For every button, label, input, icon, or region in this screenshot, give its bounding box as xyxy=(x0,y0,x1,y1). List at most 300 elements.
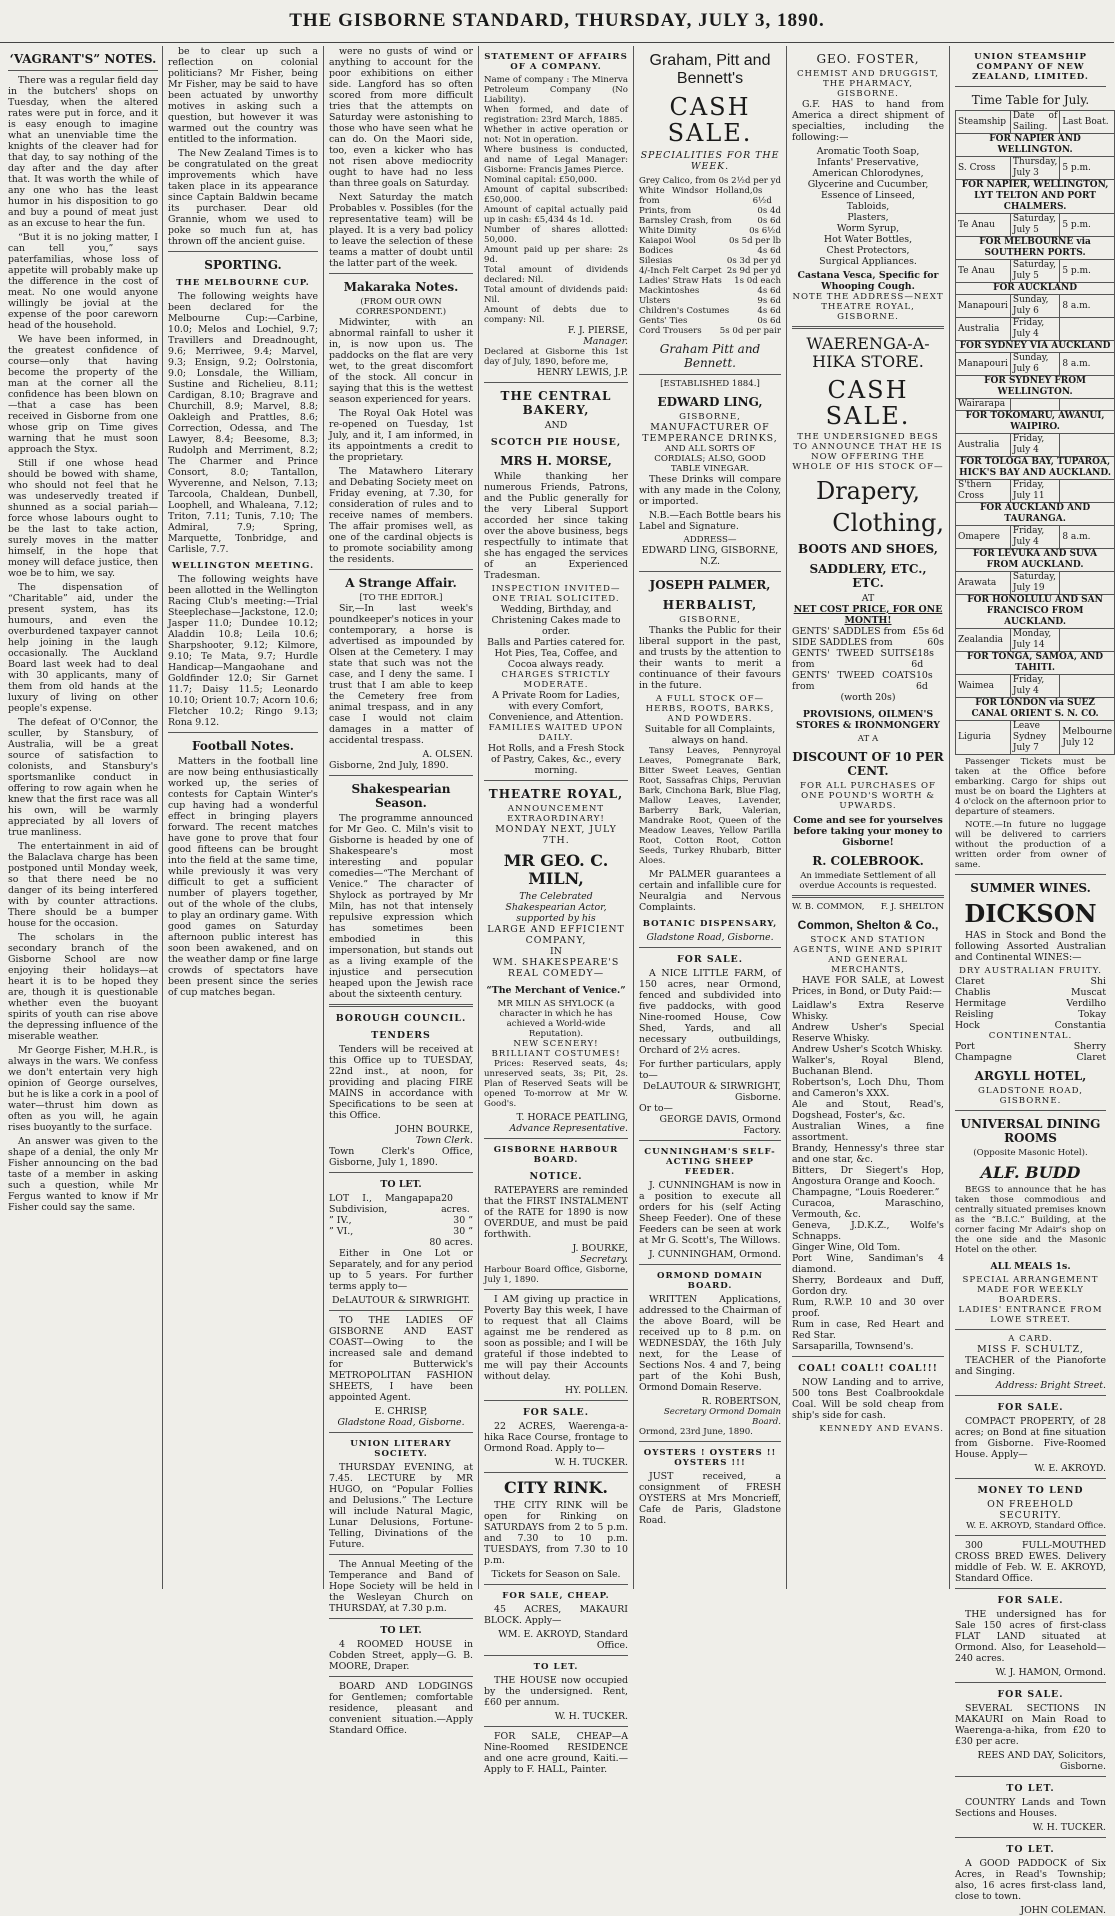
wine-row-label: Hermitage xyxy=(955,998,1006,1009)
timetable-cell: 8 a.m. xyxy=(1060,526,1115,549)
theatre-desc: The Celebrated Shakespearian Actor, supported by his xyxy=(505,891,607,924)
timetable-cell xyxy=(1060,480,1115,503)
makaraka-paragraph: The Matawhero Literary and Debating Society meet on Friday evening, at 7.30, for consideration of rules and to receive names of members. The affair promises well, as one of the cardinal objects is to promote sociability among the residents. xyxy=(329,466,473,565)
price-line xyxy=(639,226,781,236)
common-item: Ginger Wine, Old Tom. xyxy=(792,1242,901,1253)
union-literary-text: THURSDAY EVENING, at 7.45. LECTURE by MR HUGO, on “Popular Follies and Delusions.” The Lecture will include Natural Magic, Lunar Delusions, Fortune-Telling, Divinations of the Future. xyxy=(329,1462,473,1550)
ladies-addr: Gladstone Road, Gisborne. xyxy=(337,1417,465,1428)
wine-row-value: Muscat xyxy=(1070,987,1106,998)
store-at: AT xyxy=(861,593,875,604)
column-rule xyxy=(478,46,479,1589)
price-line-value: 0s 6d xyxy=(757,216,781,226)
cash-sale-heading: CASH SALE. xyxy=(667,93,753,147)
vagrant-notes-heading: ‘VAGRANT'S” NOTES. xyxy=(9,52,157,66)
price-line-value: 0s 2½d per yd xyxy=(718,176,781,186)
makaraka-paragraph: Midwinter, with an abnormal rainfall to usher it in, is now upon us. The paddocks on the flat are very wet, to the great discomfort of the stock. All concur in saying that this is the wettest season experienced for years. xyxy=(329,317,473,405)
schultz-text: TEACHER of the Pianoforte and Singing. xyxy=(955,1355,1106,1377)
timetable-row xyxy=(956,399,1115,411)
price-line-label: Kaiapoi Wool xyxy=(639,236,696,246)
common-left: W. B. COMMON, xyxy=(792,902,865,912)
harbour-date: Harbour Board Office, Gisborne, July 1, 1890. xyxy=(484,1265,628,1285)
dickson-continental: CONTINENTAL. xyxy=(988,1031,1073,1041)
timetable-cell: Zealandia xyxy=(956,629,1011,652)
price-line xyxy=(639,246,781,256)
bakery-text: While thanking her numerous Friends, Patrons, and the Public generally for the very Liberal Support accorded her since taking over the above business, begs respectfully to intimate that she has engaged the services of an Experienced Tradesman. xyxy=(484,471,628,581)
store-saddlery: SADDLERY, ETC., ETC. xyxy=(809,562,927,590)
statement-line: Total amount of dividends paid: Nil. xyxy=(484,285,628,305)
price-line-label: Ulsters xyxy=(639,296,671,306)
common-item: Laidlaw's Extra Reserve Whisky. xyxy=(792,1000,944,1022)
timetable-heading: Time Table for July. xyxy=(971,93,1090,107)
timetable-cell: Arawata xyxy=(956,572,1011,595)
price-line-label: Mackintoshes xyxy=(639,286,700,296)
palmer-text: Thanks the Public for their liberal support in the past, and trusts by the attention to their wants to merit a continuance of their favours in the future. xyxy=(639,625,781,691)
price-line-label: Gents' Ties xyxy=(639,316,688,326)
price-line-label: White Windsor Holland, from xyxy=(639,186,753,206)
store-price-line xyxy=(792,648,944,670)
foster-item: Hot Water Bottles, xyxy=(823,234,913,245)
timetable-cell: Friday, July 4 xyxy=(1010,318,1059,341)
column-6 xyxy=(788,46,948,1589)
passenger-note: Passenger Tickets must be taken at the Office before embarking. Cargo for ships out must be on board the Lighters at 4 o'clock on the afternoon prior to departure of steamers. xyxy=(955,757,1106,817)
price-line-label: Silesias xyxy=(639,256,673,266)
to-let-line xyxy=(329,1226,473,1237)
timetable-cell: Manapouri xyxy=(956,295,1011,318)
theatre-role: Advance Representative. xyxy=(509,1123,628,1134)
ormond-sign: R. ROBERTSON, xyxy=(701,1396,781,1407)
article-paragraph: “But it is no joking matter, I can tell you,” says paterfamilias, whose loss of appetite will probably make up the difference in the cost of meat. No one would anyone willingly be jovial at the expense of the poor careworn head of the household. xyxy=(8,232,158,331)
to-let-sign: W. H. TUCKER. xyxy=(1032,1822,1106,1833)
board-text: BOARD AND LODGINGS for Gentlemen; comfortable residence, pleasant and convenient situation.—Apply Standard Office. xyxy=(329,1681,473,1736)
timetable-cell xyxy=(1060,572,1115,595)
to-let-heading: TO LET. xyxy=(1006,1783,1055,1794)
common-item: Australian Wines, a fine assortment. xyxy=(792,1121,944,1143)
timetable-cell xyxy=(1060,675,1115,698)
bakery-sub: SCOTCH PIE HOUSE, xyxy=(490,437,622,448)
common-item: Andrew Usher's Scotch Whisky. xyxy=(792,1044,943,1055)
timetable-row xyxy=(956,434,1115,457)
timetable-cell: Te Anau xyxy=(956,214,1011,237)
article-paragraph: Mr George Fisher, M.H.R., is always in the wars. We confess we don't entertain very high opinion of George ourselves, but he is like a cork in a pool of water—thrust him down as often as you will, he again rises buoyantly to the surface. xyxy=(8,1045,158,1133)
foster-item: Infants' Preservative, xyxy=(817,157,919,168)
column-rule xyxy=(323,46,324,1589)
dickson-dry: DRY AUSTRALIAN FRUITY. xyxy=(959,966,1102,976)
timetable-header-cell: Last Boat. xyxy=(1060,111,1115,134)
cheap-sign: WM. E. AKROYD, Standard Office. xyxy=(498,1629,628,1651)
harbour-notice: NOTICE. xyxy=(529,1171,583,1182)
statement-line: Nominal capital: £50,000. xyxy=(484,175,598,185)
theatre-announcement: ANNOUNCEMENT EXTRAORDINARY! xyxy=(507,804,605,824)
card-label: A CARD. xyxy=(1008,1334,1053,1344)
timetable-cell: Omapere xyxy=(956,526,1011,549)
foster-item: Worm Syrup, xyxy=(836,223,900,234)
for-sale-heading: FOR SALE. xyxy=(523,1407,589,1418)
wine-row-label: Chablis xyxy=(955,987,991,998)
article-paragraph: There was a regular field day in the butchers' shops on Tuesday, when the altered rates were put in force, and it is easy enough to imagine what an unenviable time the knights of the cleaver had for that day, to say nothing of the day after and the day after that. It was worth the while of any one who has the least humor in his disposition to go and buy a pound of meat just as an excuse to hear the fun. xyxy=(8,75,158,229)
bakery-private: A Private Room for Ladies, with every Comfort, Convenience, and Attention. xyxy=(488,690,624,723)
foster-item: Glycerine and Cucumber, xyxy=(807,179,929,190)
store-price-line xyxy=(792,626,944,637)
timetable-cell: 5 p.m. xyxy=(1060,157,1115,180)
union-literary-heading: UNION LITERARY SOCIETY. xyxy=(350,1439,452,1459)
price-line-value: 4s 6d xyxy=(757,286,781,296)
statement-line: Where business is conducted, and name of Legal Manager: Gisborne: Francis James Pierce. xyxy=(484,145,628,175)
store-price-line-value: 10s 6d xyxy=(915,670,933,692)
price-line xyxy=(639,296,781,306)
timetable-row xyxy=(956,572,1115,595)
to-let-text: THE HOUSE now occupied by the undersigned. Rent, £60 per annum. xyxy=(484,1675,628,1708)
to-let-2-heading: TO LET. xyxy=(380,1625,422,1636)
to-let-heading: TO LET. xyxy=(380,1179,422,1190)
timetable-cell xyxy=(1060,434,1115,457)
palmer-stock: A FULL STOCK OF—HERBS, ROOTS, BARKS, AND POWDERS. xyxy=(645,694,775,724)
luggage-note: NOTE.—In future no luggage will be delivered to carriers without the production of a written order from owner of same. xyxy=(955,820,1106,870)
article-paragraph: We have been informed, in the greatest confidence of course—only that having become the property of the man at the corner all the confidence has been blown on—that a case has been received in Gisborne from one whose grip on Time gives warning that he must soon approach the Styx. xyxy=(8,334,158,455)
statement-line: Amount of capital actually paid up in cash: £5,434 4s 1d. xyxy=(484,205,628,225)
common-item: Ale and Stout, Read's, Dogshead, Foster's, &c. xyxy=(792,1099,944,1121)
theatre-date: MONDAY NEXT, JULY 7TH. xyxy=(495,824,617,846)
poverty-text: I AM giving up practice in Poverty Bay this week, I have to request that all Claims against me be rendered as soon as possible; and I will be grateful if those indebted to me will pay their Accounts without delay. xyxy=(484,1294,628,1382)
football-notes-text: Matters in the football line are now being enthusiastically worked up, the series of contests for Captain Winter's cup having had a wonderful effect in bringing players forward. The recent matches have gone to prove that four good fifteens can be brought into the field at the same time, while previously it was very difficult to get a sufficient number of players together, out of the whole of the clubs, to play an ordinary game. With good games on Saturday afternoon public interest has soon been awakened, and on the weather damp or fine large crowds of spectators have been present since the series of cup matches began. xyxy=(168,756,318,998)
tenders-sign: JOHN BOURKE, xyxy=(395,1124,473,1135)
store-price-line-value: 60s xyxy=(927,637,944,648)
timetable-route-row xyxy=(956,595,1115,629)
coal-sign: KENNEDY AND EVANS. xyxy=(819,1424,944,1434)
schultz-addr: Address: Bright Street. xyxy=(995,1380,1106,1391)
statement-date: Declared at Gisborne this 1st day of July, 1890, before me, xyxy=(484,347,628,367)
timetable-route: FOR NAPIER, WELLINGTON, LYT TELTON AND PORT CHALMERS. xyxy=(956,180,1115,214)
store-drapery: Drapery, xyxy=(815,477,921,505)
specialities-heading: SPECIALITIES FOR THE WEEK. xyxy=(640,150,780,172)
bakery-families: FAMILIES WAITED UPON DAILY. xyxy=(488,723,624,743)
borough-council-heading: BOROUGH COUNCIL. xyxy=(335,1013,467,1024)
timetable-cell: Leave Sydney July 7 xyxy=(1010,721,1059,755)
timetable-route: FOR LONDON via SUEZ CANAL ORIENT S. N. CO. xyxy=(956,698,1115,721)
to-let-heading: TO LET. xyxy=(533,1662,579,1672)
to-let-text: COUNTRY Lands and Town Sections and Houses. xyxy=(955,1797,1106,1819)
store-net: NET COST PRICE, FOR ONE MONTH! xyxy=(793,604,943,626)
sheep-text: 300 FULL-MOUTHED CROSS BRED EWES. Delivery middle of Feb. W. E. AKROYD, Standard Office. xyxy=(955,1540,1106,1584)
store-discount: DISCOUNT OF 10 PER CENT. xyxy=(792,750,944,778)
graham-heading: Graham, Pitt and Bennett's xyxy=(649,52,771,87)
foster-item: Tabloids, xyxy=(846,201,890,212)
dispensary-addr: Gladstone Road, Gisborne. xyxy=(646,932,774,943)
timetable-header-cell: Date of Sailing. xyxy=(1010,111,1059,134)
price-line xyxy=(639,206,781,216)
foster-item: Plasters, xyxy=(847,212,889,223)
palmer-list: Tansy Leaves, Pennyroyal Leaves, Pomegranate Bark, Bitter Sweet Leaves, Gentian Root, Sassafras Chips, Peruvian Bark, Cinchona Bark, Blue Flag, Mallow Leaves, Lavender, Barberry Bark, Valerian, Mandrake Root, Queen of the Meadow Leaves, Yellow Parilla Root, Cotton Root, Cotton Seeds, Turkey Rhubarb, Bitter Aloes. xyxy=(639,746,781,866)
for-sale-sign-1: DeLAUTOUR & SIRWRIGHT, Gisborne. xyxy=(642,1081,781,1103)
timetable-cell: Friday, July 11 xyxy=(1010,480,1059,503)
price-line xyxy=(639,286,781,296)
theatre-heading: THEATRE ROYAL, xyxy=(488,787,624,801)
money-text: ON FREEHOLD SECURITY. xyxy=(987,1499,1074,1521)
city-rink-tickets: Tickets for Season on Sale. xyxy=(491,1569,621,1580)
timetable-cell: 5 p.m. xyxy=(1060,214,1115,237)
theatre-in: IN xyxy=(550,946,562,957)
timetable-row xyxy=(956,526,1115,549)
timetable-route-row xyxy=(956,411,1115,434)
timetable-cell: Te Anau xyxy=(956,260,1011,283)
sale-cheap-text: FOR SALE, CHEAP—A Nine-Roomed RESIDENCE and one acre ground, Kaiti.—Apply to F. HALL, Painter. xyxy=(484,1731,628,1775)
price-line-label: Bodices xyxy=(639,246,674,256)
timetable-cell: 8 a.m. xyxy=(1060,295,1115,318)
dickson-wines xyxy=(955,976,1106,1031)
timetable-cell: Sunday, July 6 xyxy=(1010,295,1059,318)
timetable-route-row xyxy=(956,237,1115,260)
timetable-route: FOR TOLOGA BAY, TUPAROA, HICK'S BAY AND AUCKLAND. xyxy=(956,457,1115,480)
timetable-row xyxy=(956,157,1115,180)
dickson-text: HAS in Stock and Bond the following Assorted Australian and Continental WINES:— xyxy=(955,930,1106,963)
timetable-route: FOR TOKOMARU, AWANUI, WAIPIRO. xyxy=(956,411,1115,434)
wine-row xyxy=(955,1009,1106,1020)
theatre-title: “The Merchant of Venice.” xyxy=(486,985,626,996)
common-item: Rum in case, Red Heart and Red Star. xyxy=(792,1319,944,1341)
to-let-line-value: 20 acres. xyxy=(441,1193,470,1215)
timetable-route-row xyxy=(956,134,1115,157)
price-list xyxy=(639,176,781,336)
timetable-route: FOR AUCKLAND AND TAURANGA. xyxy=(956,503,1115,526)
ormond-date: Ormond, 23rd June, 1890. xyxy=(639,1427,753,1437)
strange-affair-heading: A Strange Affair. xyxy=(345,576,457,590)
oysters-text: JUST received, a consignment of FRESH OYSTERS at Mrs Moncrieff, Cafe de Paris, Gladstone Road. xyxy=(639,1471,781,1526)
wine-row-label: Reisling xyxy=(955,1009,994,1020)
bakery-rolls: Hot Rolls, and a Fresh Stock of Pastry, Cakes, &c., every morning. xyxy=(487,743,625,776)
ling-text: AND ALL SORTS OF CORDIALS; ALSO, GOOD TABLE VINEGAR. xyxy=(654,444,766,474)
common-item: Sherry, Bordeaux and Duff, Gordon dry. xyxy=(792,1275,944,1297)
store-boots: BOOTS AND SHOES, xyxy=(798,542,938,556)
bakery-heading: THE CENTRAL BAKERY, xyxy=(500,389,612,417)
tenders-date: Town Clerk's Office, Gisborne, July 1, 1890. xyxy=(329,1146,473,1168)
timetable-row xyxy=(956,214,1115,237)
to-let-2-heading: TO LET. xyxy=(1006,1844,1055,1855)
coal-heading: COAL! COAL!! COAL!!! xyxy=(798,1363,938,1374)
timetable-route-row xyxy=(956,698,1115,721)
palmer-title: HERBALIST, xyxy=(662,598,758,612)
timetable-route-row xyxy=(956,652,1115,675)
price-line-label: Children's Costumes xyxy=(639,306,730,316)
column-5 xyxy=(635,46,785,1589)
timetable-cell: Saturday, July 5 xyxy=(1010,214,1059,237)
store-text: THE UNDERSIGNED BEGS TO ANNOUNCE THAT HE IS NOW OFFERING THE WHOLE OF HIS STOCK OF— xyxy=(792,432,944,472)
timetable-cell: Australia xyxy=(956,318,1011,341)
timetable-route-row xyxy=(956,549,1115,572)
bakery-inspection: INSPECTION INVITED—ONE TRIAL SOLICITED. xyxy=(491,584,621,604)
to-let-line xyxy=(329,1215,473,1226)
common-item: Port Wine, Sandiman's 4 diamond. xyxy=(792,1253,944,1275)
makaraka-body xyxy=(329,317,473,565)
theatre-shylock: MR MILN AS SHYLOCK (a character in which he has achieved a World-wide Reputation). xyxy=(497,999,615,1039)
statement-line: Whether in active operation or not: Not in operation. xyxy=(484,125,628,145)
common-heading: Common, Shelton & Co., xyxy=(797,918,939,932)
common-item: Sarsaparilla, Townsend's. xyxy=(792,1341,914,1352)
statement-line: When formed, and date of registration: 23rd March, 1885. xyxy=(484,105,628,125)
bakery-balls: Balls and Parties catered for. Hot Pies, Tea, Coffee, and Cocoa always ready. xyxy=(487,637,625,670)
common-item: Walker's, Royal Blend, Buchanan Blend. xyxy=(792,1055,944,1077)
timetable-route: FOR HONOLULU AND SAN FRANCISCO FROM AUCKLAND. xyxy=(956,595,1115,629)
column-3-paragraphs xyxy=(329,46,473,269)
sale-heading: FOR SALE. xyxy=(997,1402,1064,1413)
continental-wine-row-value: Claret xyxy=(1076,1052,1106,1063)
price-line-label: Grey Calico, from xyxy=(639,176,716,186)
ling-manufacturer: MANUFACTURER OF TEMPERANCE DRINKS, xyxy=(642,422,778,444)
shakespearian-heading: Shakespearian Season. xyxy=(351,782,451,810)
for-sale-sign-2: GEORGE DAVIS, Ormond Factory. xyxy=(659,1114,781,1136)
special-arrangement: SPECIAL ARRANGEMENT MADE FOR WEEKLY BOARDERS. xyxy=(962,1275,1099,1305)
sale-2-text: THE undersigned has for Sale 150 acres of first-class FLAT LAND situated at Ormond. Also, for Leasehold—240 acres. xyxy=(955,1609,1106,1664)
timetable-route-row xyxy=(956,503,1115,526)
wine-row-value: Constantia xyxy=(1054,1020,1106,1031)
dispensary-heading: BOTANIC DISPENSARY, xyxy=(642,919,778,929)
timetable-route-row xyxy=(956,457,1115,480)
city-rink-heading: CITY RINK. xyxy=(504,1478,608,1497)
price-line-label: 4/-Inch Felt Carpet xyxy=(639,266,722,276)
foster-item: American Chlorodynes, xyxy=(812,168,924,179)
store-price-line xyxy=(792,670,944,692)
harbour-heading: GISBORNE HARBOUR BOARD. xyxy=(493,1145,619,1165)
column-rule xyxy=(633,46,634,1589)
melbourne-cup-heading: THE MELBOURNE CUP. xyxy=(176,278,310,288)
to-let-line xyxy=(329,1237,473,1248)
to-let-line-value: 30 ” xyxy=(453,1215,473,1226)
price-line-value: 0s 6½d xyxy=(752,186,772,206)
price-line-value: 5s 0d per pair xyxy=(719,326,781,336)
price-line-value: 1s 0d each xyxy=(734,276,781,286)
palmer-place: GISBORNE, xyxy=(679,615,741,625)
price-line xyxy=(639,176,781,186)
common-partners xyxy=(792,902,944,912)
timetable-cell: Liguria xyxy=(956,721,1011,755)
timetable-cell xyxy=(1060,399,1115,411)
store-worth: (worth 20s) xyxy=(840,692,896,703)
for-sale-text: 22 ACRES, Waerenga-a-hika Race Course, frontage to Ormond Road. Apply to— xyxy=(484,1421,628,1454)
store-provisions: PROVISIONS, OILMEN'S STORES & IRONMONGERY xyxy=(796,709,940,731)
melbourne-cup-text: The following weights have been declared for the Melbourne Cup:—Carbine, 10.0; Melos and Lochiel, 9.7; Travillers and Dreadnought, 9.6; Merriwee, 9.4; Marvel, 9.3; Ensign, 9.2; Oolrstonia, 9.0; Lonsdale, the William, Sustine and Richelieu, 8.11; Cardigan, 8.10; Bragrave and Churchill, 8.9; Marvel, 8.8; Oakleigh and Prattles, 8.6; Correction, Odessa, and The Lawyer, 8.4; Beesome, 8.3; Rudolph and Merriment, 8.2; The Charmer and Prince Consort, 8.0; Tantallon, Wyverenne, and Nelson, 7.13; Tarcoola, Chaldean, Dunbell, Loophell, and Whaleana, 7.12; Triton, 7.11; Tunis, 7.10; The Admiral, 7.9; Spring, Marquette, Tonbridge, and Carlisle, 7.7. xyxy=(168,291,318,555)
timetable-row xyxy=(956,318,1115,341)
to-let-2-text: A GOOD PADDOCK of Six Acres, in Read's Township; also, 16 acres first-class land, close to town. xyxy=(955,1858,1106,1902)
price-line-value: 9s 6d xyxy=(757,296,781,306)
store-at-a: AT A xyxy=(857,734,879,744)
timetable-cell: Australia xyxy=(956,434,1011,457)
price-line xyxy=(639,316,781,326)
store-settle: An immediate Settlement of all overdue Accounts is requested. xyxy=(799,871,937,891)
to-let-2-sign: JOHN COLEMAN. xyxy=(1020,1905,1106,1916)
price-line xyxy=(639,256,781,266)
store-price-line-label: SIDE SADDLES from xyxy=(792,637,893,648)
summer-wines-heading: SUMMER WINES. xyxy=(970,881,1091,895)
tenders-heading: TENDERS xyxy=(371,1030,431,1041)
wellington-meeting-text: The following weights have been allotted in the Wellington Racing Club's meeting:—Trial Steeplechase—Jackstone, 12.0; Jasper 11.0; Dundee 10.12; Aladdin 10.8; Leila 10.6; Sharpshooter, 9.12; Kilmore, 9.10; Te Mata, 9.7; Hurdle Handicap—Mangaohane and Goldfinder 12.0; Sir Garnet 11.7; Daisy 11.5; Leonardo 10.10; Orient 10.7; Acorn 10.6; Fletcher 10.2; Ringo 9.13; Rona 9.12. xyxy=(168,574,318,728)
sale-2-sign: W. J. HAMON, Ormond. xyxy=(995,1667,1106,1678)
ling-place: GISBORNE, xyxy=(679,412,741,422)
statement-line: Total amount of dividends declared: Nil. xyxy=(484,265,628,285)
ormond-heading: ORMOND DOMAIN BOARD. xyxy=(657,1271,763,1291)
timetable-route-row xyxy=(956,341,1115,353)
to-let-sign: DeLAUTOUR & SIRWRIGHT. xyxy=(331,1295,471,1306)
column-2-paragraphs xyxy=(168,46,318,247)
sale-text: COMPACT PROPERTY, of 28 acres; on Bond at fine situation from Gisborne. Five-Roomed House. Apply— xyxy=(955,1416,1106,1460)
store-price-line xyxy=(792,637,944,648)
common-sub: STOCK AND STATION AGENTS, WINE AND SPIRIT AND GENERAL MERCHANTS, xyxy=(793,935,943,975)
timetable-cell: Manapouri xyxy=(956,353,1011,376)
column-rule xyxy=(162,46,163,1589)
makaraka-paragraph: The Royal Oak Hotel was re-opened on Tuesday, 1st July, and it, I am informed, in its appointments a credit to the proprietary. xyxy=(329,408,473,463)
common-item: Andrew Usher's Special Reserve Whisky. xyxy=(792,1022,944,1044)
poverty-sign: HY. POLLEN. xyxy=(565,1385,628,1396)
to-let-line-label: ” VI., xyxy=(329,1226,354,1237)
foster-text: G.F. HAS to hand from America a direct shipment of specialties, including the following:— xyxy=(792,99,944,143)
common-item: Curacoa, Maraschino, Vermouth, &c. xyxy=(792,1198,944,1220)
vagrant-notes-body xyxy=(8,75,158,1213)
timetable-cell: S'thern Cross xyxy=(956,480,1011,503)
wine-row-label: Claret xyxy=(955,976,985,987)
statement-sign: F. J. PIERSE, xyxy=(567,325,628,336)
ling-compare: These Drinks will compare with any made in the Colony, or imported. xyxy=(639,474,781,507)
to-let-text: Either in One Lot or Separately, and for any period up to 5 years. For further terms apply to— xyxy=(329,1248,473,1292)
article-paragraph: The entertainment in aid of the Balaclava charge has been postponed until Monday week, so that there need be no danger of its being interfered with by counter attractions. There should be a bumper house for the occasion. xyxy=(8,841,158,929)
timetable-row xyxy=(956,480,1115,503)
store-price-line-label: GENTS' TWEED COATS from xyxy=(792,670,916,692)
price-line xyxy=(639,326,781,336)
timetable-cell: Saturday, July 5 xyxy=(1010,260,1059,283)
price-line-label: Barnsley Crash, from xyxy=(639,216,732,226)
column-7 xyxy=(951,46,1113,1916)
continental-wine-row xyxy=(955,1052,1106,1063)
common-items xyxy=(792,1000,944,1352)
sale-3-text: SEVERAL SECTIONS IN MAKAURI on Main Road to Waerenga-a-hika, from £20 to £30 per acre. xyxy=(955,1703,1106,1747)
statement-heading: STATEMENT OF AFFAIRS OF A COMPANY. xyxy=(484,52,628,72)
for-sale-heading: FOR SALE. xyxy=(677,954,743,965)
wine-row-value: Shi xyxy=(1090,976,1106,987)
price-line-value: 2s 9d per yd xyxy=(726,266,781,276)
strange-affair-sub: [TO THE EDITOR.] xyxy=(359,593,443,603)
article-paragraph: The scholars in the secondary branch of the Gisborne School are now enjoying their holidays—at heart it is to be hoped they are, though it is questionable whether even the buoyant spirits of youth can rise above the depressing influence of the miserable weather. xyxy=(8,932,158,1042)
dining-heading: UNIVERSAL DINING ROOMS xyxy=(960,1117,1101,1145)
timetable-header-row xyxy=(956,111,1115,134)
wine-row-label: Hock xyxy=(955,1020,980,1031)
timetable-row xyxy=(956,675,1115,698)
timetable-row xyxy=(956,721,1115,755)
price-line-value: 4s 6d xyxy=(757,306,781,316)
schultz-name: MISS F. SCHULTZ, xyxy=(977,1344,1084,1355)
timetable-route: FOR AUCKLAND xyxy=(956,283,1115,295)
article-paragraph: The New Zealand Times is to be congratulated on the great improvements which have taken place in its appearance since Captain Baldwin became its purchaser. Dear old Grannie, whom we used to poke so much fun at, has thrown off the ancient guise. xyxy=(168,148,318,247)
price-line-value: 0s 6½d xyxy=(749,226,781,236)
foster-item: Chest Protectors, xyxy=(826,245,910,256)
timetable-route-row xyxy=(956,376,1115,399)
price-line xyxy=(639,306,781,316)
article-paragraph: be to clear up such a reflection on colonial politicians? Mr Fisher, being Mr Fisher, may be said to have been actuated by unworthy motives in asking such a question, but however it was warmed out the country was entitled to the information. xyxy=(168,46,318,145)
harbour-text: RATEPAYERS are reminded that the FIRST INSTALMENT of the RATE for 1890 is now OVERDUE, and must be paid forthwith. xyxy=(484,1185,628,1240)
timetable-table xyxy=(955,110,1115,755)
timetable-cell: Friday, July 4 xyxy=(1010,434,1059,457)
foster-place: THE PHARMACY, GISBORNE. xyxy=(822,79,914,99)
continental-wine-row-value: Sherry xyxy=(1073,1041,1106,1052)
common-item: Geneva, J.D.K.Z., Wolfe's Schnapps. xyxy=(792,1220,944,1242)
bakery-name: MRS H. MORSE, xyxy=(500,454,612,468)
store-come: Come and see for yourselves before taking your money to Gisborne! xyxy=(793,815,943,848)
harbour-title: Secretary. xyxy=(579,1254,628,1265)
sale-sign: W. E. AKROYD. xyxy=(1034,1463,1106,1474)
ladies-sign: E. CHRISP, xyxy=(374,1406,428,1417)
wine-row xyxy=(955,987,1106,998)
tenders-text: Tenders will be received at this Office up to TUESDAY, 22nd inst., at noon, for providing and placing FIRE MAINS in accordance with Specifications to be seen at this Office. xyxy=(329,1044,473,1121)
common-item: Brandy, Hennessy's three star and one star, &c. xyxy=(792,1143,944,1165)
argyll-addr: GLADSTONE ROAD, GISBORNE. xyxy=(978,1086,1083,1106)
timetable-cell: S. Cross xyxy=(956,157,1011,180)
to-let-line-value: 80 acres. xyxy=(429,1237,473,1248)
price-line-label: White Dimity xyxy=(639,226,697,236)
